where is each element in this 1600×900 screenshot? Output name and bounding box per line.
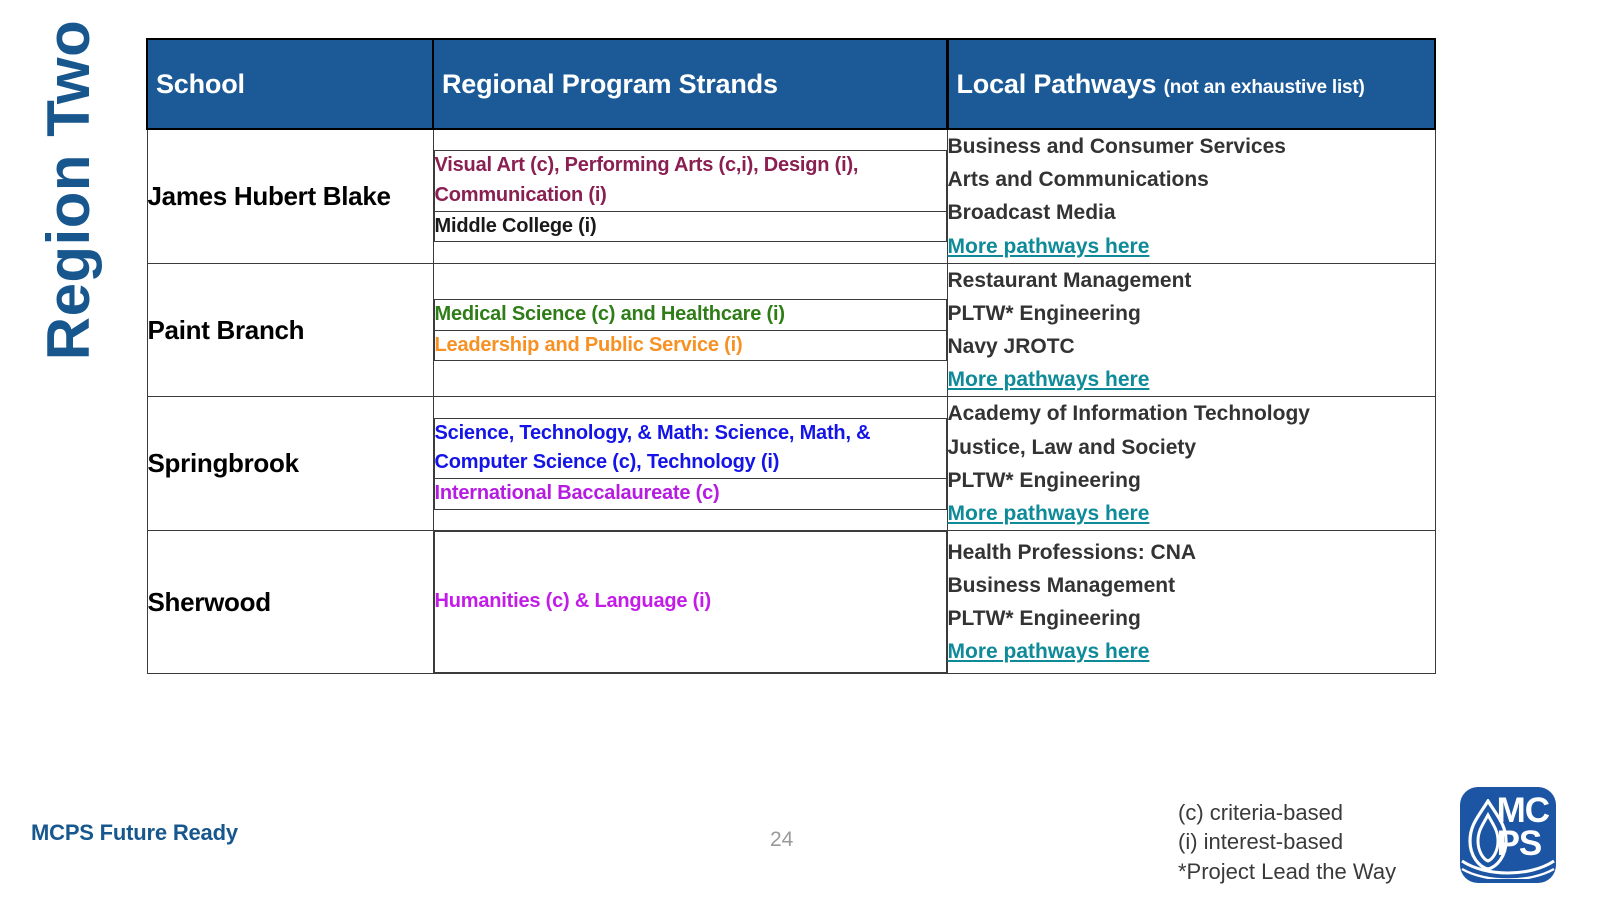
strand-item: International Baccalaureate (c) xyxy=(434,479,946,510)
legend-line: (c) criteria-based xyxy=(1178,800,1344,825)
program-strands-cell xyxy=(433,397,947,531)
strand-item: Middle College (i) xyxy=(434,211,946,242)
program-strands-cell xyxy=(433,263,947,397)
strand-item: Medical Science (c) and Healthcare (i) xyxy=(434,299,946,330)
local-pathways-cell xyxy=(947,397,1435,531)
pathway-item: Business and Consumer Services xyxy=(947,135,1286,158)
more-pathways-link[interactable]: More pathways here xyxy=(947,640,1150,664)
strand-item: Visual Art (c), Performing Arts (c,i), Design (i), Communication (i) xyxy=(434,151,946,211)
table-row xyxy=(147,129,1435,263)
pathway-item: PLTW* Engineering xyxy=(947,607,1141,631)
program-strands-table xyxy=(146,38,1436,674)
school-name-cell: Paint Branch xyxy=(147,263,433,397)
mcps-logo-text xyxy=(1496,791,1549,863)
legend-line: *Project Lead the Way xyxy=(1178,858,1397,884)
pathway-item: Broadcast Media xyxy=(947,201,1116,225)
table-row xyxy=(147,397,1435,531)
table-row xyxy=(147,531,1435,674)
legend-line: (i) interest-based xyxy=(1178,829,1344,855)
pathway-item: Arts and Communications xyxy=(947,168,1209,192)
pathway-item: PLTW* Engineering xyxy=(947,468,1141,492)
school-name-cell: Springbrook xyxy=(147,397,433,531)
pathway-item: Justice, Law and Society xyxy=(947,435,1197,459)
slide-number: 24 xyxy=(770,828,794,851)
column-header-strands: Regional Program Strands xyxy=(433,39,947,129)
pathway-item: Business Management xyxy=(947,573,1176,597)
footer-brand: MCPS Future Ready xyxy=(31,820,238,845)
more-pathways-link[interactable]: More pathways here xyxy=(947,234,1150,258)
strand-item: Humanities (c) & Language (i) xyxy=(434,532,946,673)
more-pathways-link[interactable]: More pathways here xyxy=(947,368,1150,392)
column-header-pathways xyxy=(947,39,1435,129)
column-header-pathways-note: (not an exhaustive list) xyxy=(1163,76,1365,98)
pathway-item: Academy of Information Technology xyxy=(947,402,1310,426)
pathway-item: Navy JROTC xyxy=(947,335,1075,359)
column-header-pathways-main: Local Pathways xyxy=(956,68,1164,99)
school-name-cell: James Hubert Blake xyxy=(147,129,433,263)
table-body xyxy=(147,129,1435,674)
local-pathways-cell xyxy=(947,263,1435,397)
strand-item: Leadership and Public Service (i) xyxy=(434,330,946,361)
mcps-logo-line2: PS xyxy=(1496,823,1542,863)
more-pathways-link[interactable]: More pathways here xyxy=(947,501,1150,525)
mcps-logo-line1: MC xyxy=(1496,791,1549,830)
region-title: Region Two xyxy=(34,19,102,361)
column-header-school: School xyxy=(147,39,433,129)
pathway-item: Health Professions: CNA xyxy=(947,540,1197,564)
program-strands-cell xyxy=(433,129,947,263)
program-strands-cell xyxy=(433,531,947,674)
school-name-cell: Sherwood xyxy=(147,531,433,674)
strand-item: Science, Technology, & Math: Science, Math, & Computer Science (c), Technology (i) xyxy=(434,418,946,478)
local-pathways-cell xyxy=(947,129,1435,263)
local-pathways-cell xyxy=(947,531,1435,674)
legend-notes xyxy=(1178,798,1396,886)
pathway-item: PLTW* Engineering xyxy=(947,301,1141,325)
mcps-logo xyxy=(1460,787,1556,883)
table-header-row xyxy=(147,39,1435,129)
table-row xyxy=(147,263,1435,397)
pathway-item: Restaurant Management xyxy=(947,268,1192,292)
